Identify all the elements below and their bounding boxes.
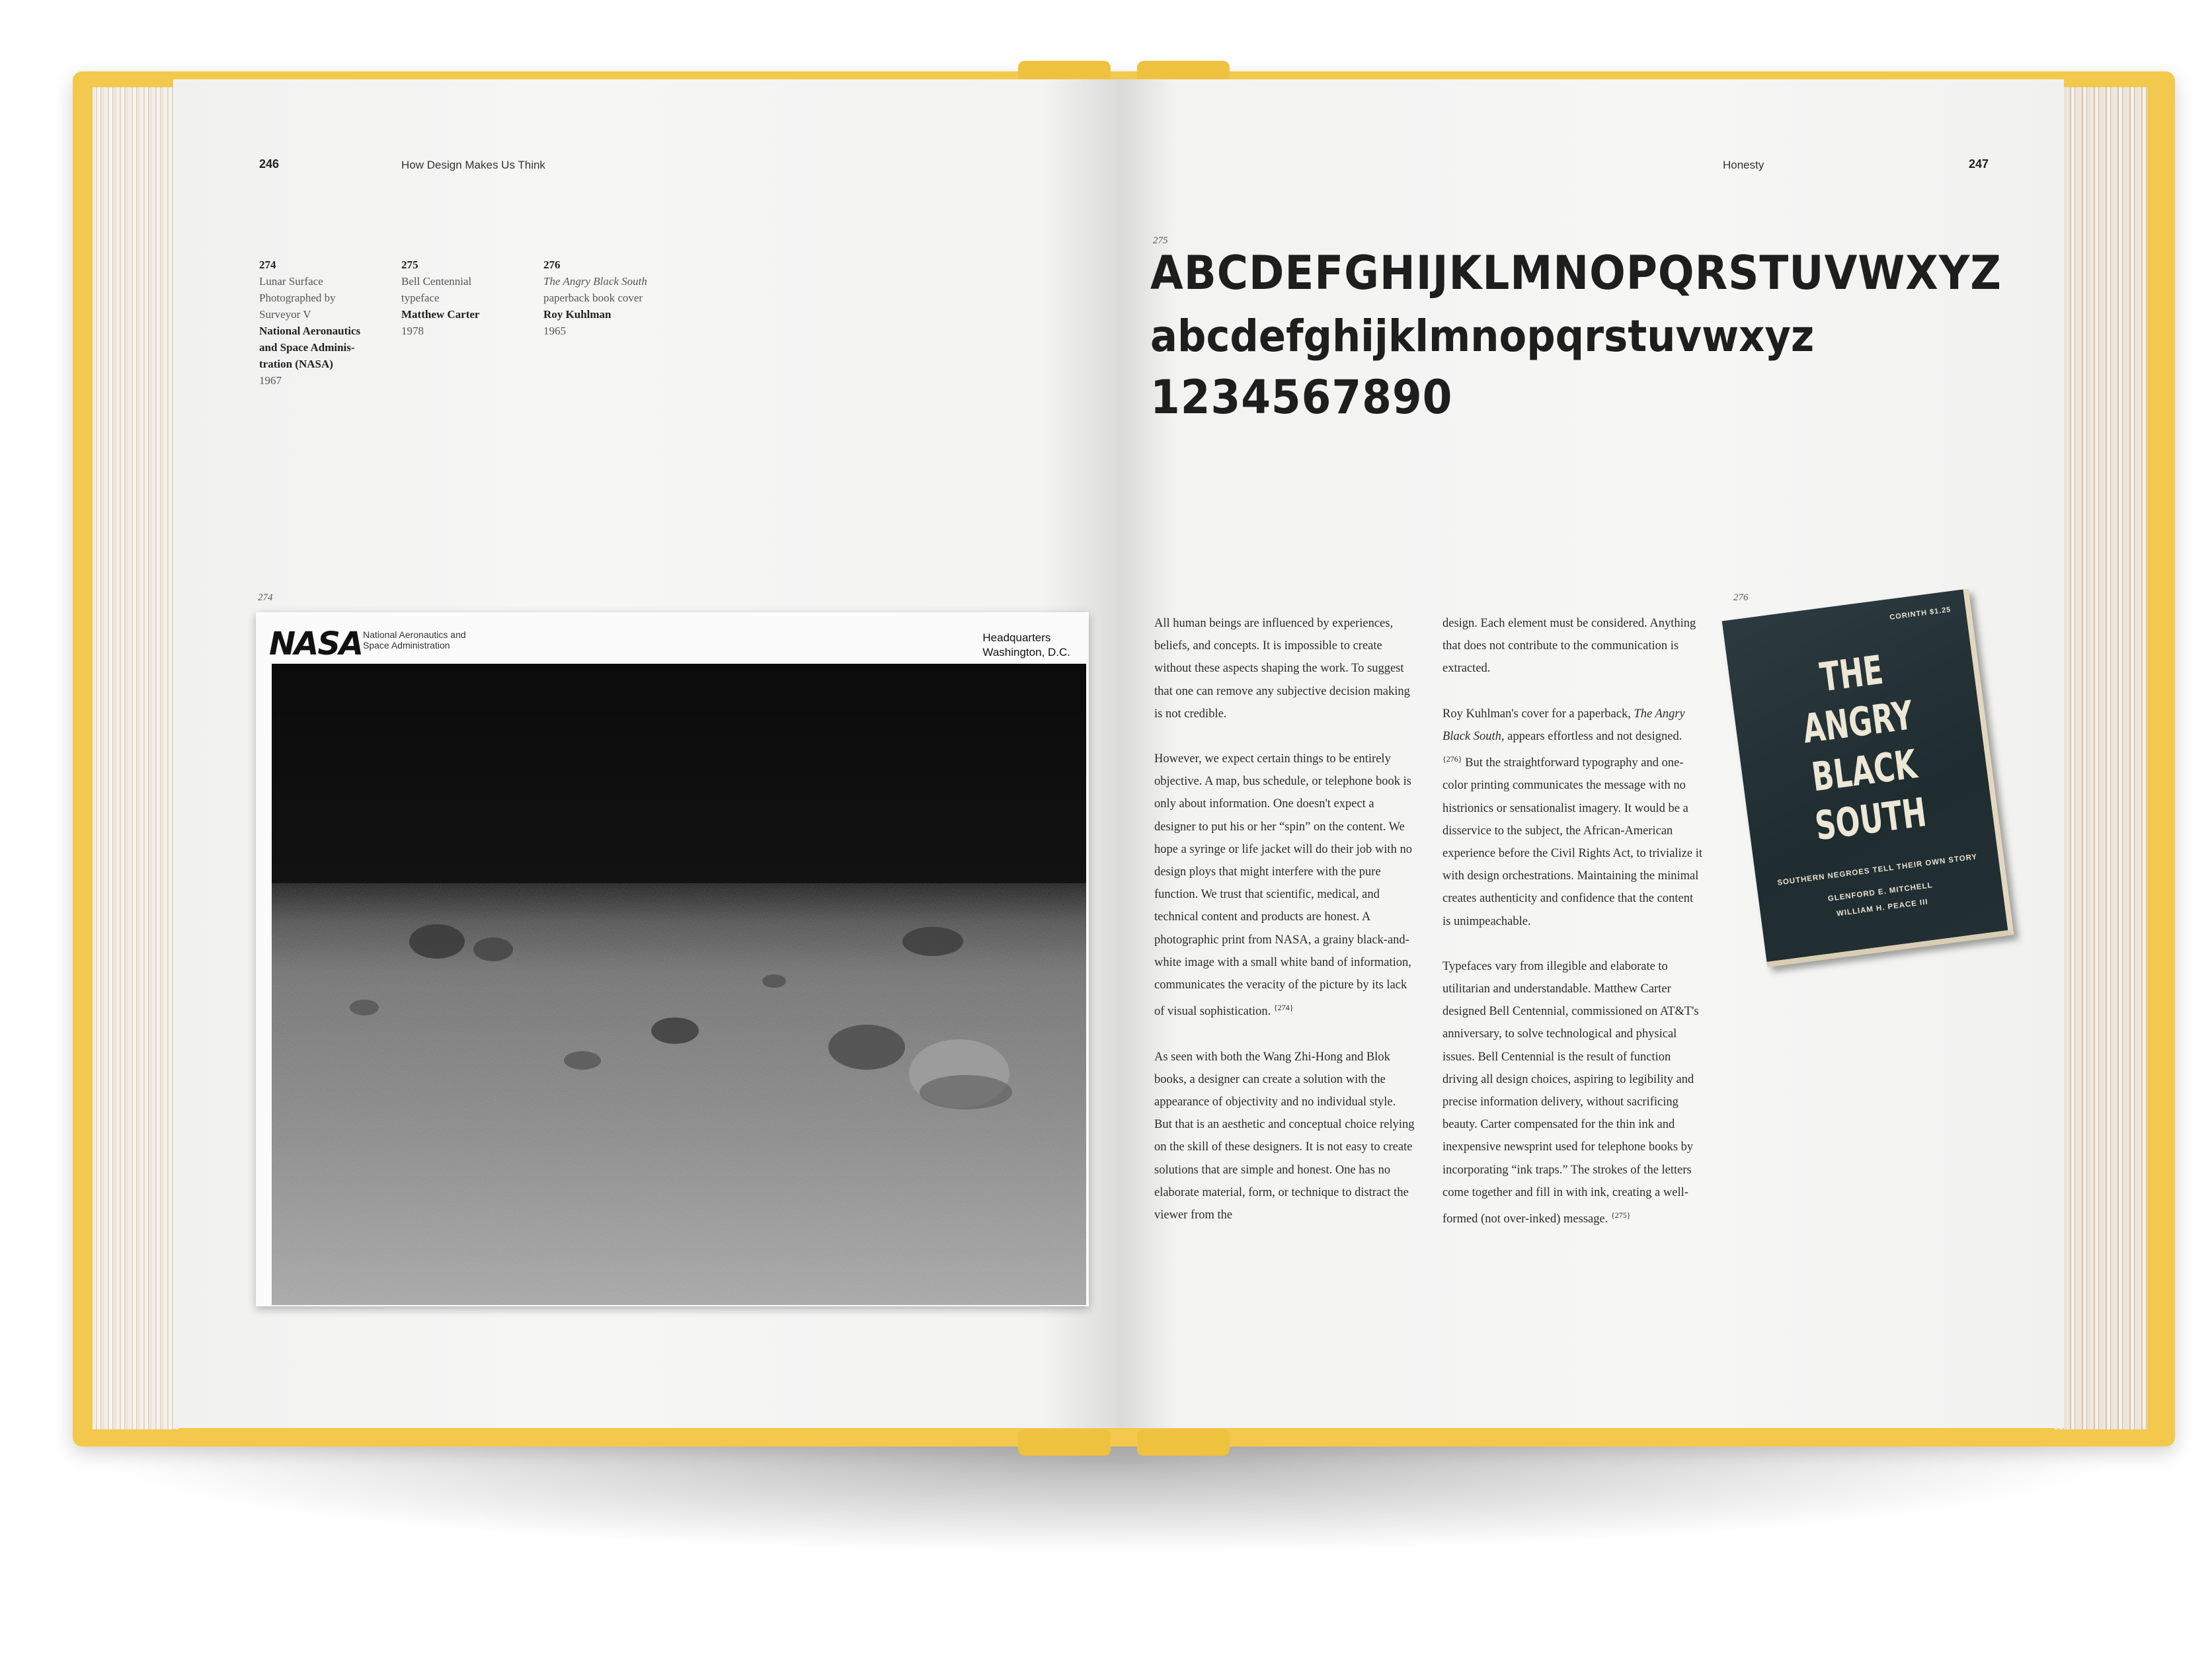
caption-year: 1965 xyxy=(543,325,566,337)
paragraph-text: Typefaces vary from illegible and elaborate to utilitarian and understandable. Matthew Carter designed Bell Centennial, commissioned on AT&T's anniversary, to solve technological and physical issues. Bell Centennial is the result of function driving all design choices, aspiring to legibility and precise information delivery, without sacrificing beauty. Carter compensated for the thin ink and inexpensive newsprint used for telephone books by incorporating “ink traps.” The strokes of the letters come together and fill in with ink, creating a well-formed (not over-inked) message. xyxy=(1442,959,1699,1226)
caption-credit: National Aeronautics xyxy=(259,325,361,337)
paragraph: All human beings are influenced by experiences, beliefs, and concepts. It is impossible to create without these aspects shaping the work. To suggest that one can remove any subjective decision making is not credible. xyxy=(1154,617,1410,721)
book-title: The Angry Black South xyxy=(1442,707,1685,743)
figure-reference: {274} xyxy=(1273,1003,1294,1013)
paragraph xyxy=(1154,748,1415,1023)
specimen-uppercase: ABCDEFGHIJKLMNOPQRSTUVWXYZ xyxy=(1150,246,2002,300)
caption-credit: and Space Adminis- xyxy=(259,341,355,354)
paragraph: design. Each element must be considered. Anything that does not contribute to the communication is extracted. xyxy=(1442,617,1696,676)
cover-price: CORINTH $1.25 xyxy=(1889,606,1952,622)
body-column-2 xyxy=(1442,612,1704,1253)
nasa-photo-print xyxy=(256,612,1089,1306)
cover-title-line: BLACK xyxy=(1809,741,1920,801)
page-number-right: 247 xyxy=(1969,157,1989,171)
cover-title-line: ANGRY xyxy=(1799,692,1916,753)
tailband-tab xyxy=(1018,1429,1111,1456)
caption-year: 1967 xyxy=(259,374,282,387)
paragraph-text: Roy Kuhlman's cover for a paperback, xyxy=(1442,707,1631,721)
caption-number: 274 xyxy=(259,258,276,271)
headquarters-label xyxy=(982,631,1070,660)
running-head-right: Honesty xyxy=(1723,159,1764,171)
caption-line: Photographed by xyxy=(259,292,336,304)
cover-author: GLENFORD E. MITCHELL xyxy=(1827,881,1934,904)
paragraph xyxy=(1442,703,1704,933)
cover-author: WILLIAM H. PEACE III xyxy=(1836,898,1929,918)
body-column-1 xyxy=(1154,612,1415,1249)
figure-reference: {275} xyxy=(1610,1210,1631,1220)
caption-number: 276 xyxy=(543,258,561,271)
caption-credit: Roy Kuhlman xyxy=(543,308,612,321)
page-edges-left xyxy=(93,87,178,1429)
paragraph-text: , appears effortless and not designed. xyxy=(1501,729,1682,743)
agency-name xyxy=(363,629,515,651)
caption-275 xyxy=(401,257,533,339)
specimen-lowercase: abcdefghijklmnopqrstuvwxyz xyxy=(1150,311,1815,362)
cover-tagline: SOUTHERN NEGROES TELL THEIR OWN STORY xyxy=(1776,853,1978,887)
running-head-left: How Design Makes Us Think xyxy=(401,159,545,171)
caption-credit: tration (NASA) xyxy=(259,358,333,370)
tailband-tab xyxy=(1137,1429,1230,1456)
hq-line: Headquarters xyxy=(982,631,1051,644)
cover-title-line: THE xyxy=(1817,647,1886,701)
caption-line: typeface xyxy=(401,292,440,304)
angry-black-south-cover xyxy=(1722,588,2022,972)
hq-line: Washington, D.C. xyxy=(982,646,1070,658)
caption-title: The Angry Black South xyxy=(543,275,647,288)
figure-reference: {276} xyxy=(1442,754,1462,764)
page-edges-right xyxy=(2055,87,2147,1429)
caption-line: paperback book cover xyxy=(543,292,643,304)
figure-label-274: 274 xyxy=(258,592,273,603)
cover-title-line: SOUTH xyxy=(1812,789,1929,850)
figure-label-275: 275 xyxy=(1153,235,1168,246)
paragraph-text: However, we expect certain things to be entirely objective. A map, bus schedule, or telephone book is only about information. One doesn't expect a designer to put his or her “spin” on the content. We hope a syringe or life jacket will do their job with no design ploys that might interfere with the pure function. We trust that scientific, medical, and technical content and products are honest. A photographic print from NASA, a grainy black-and-white image with a small white band of information, communicates the veracity of the picture by its lack of visual sophistication. xyxy=(1154,752,1412,1019)
caption-274 xyxy=(259,257,391,389)
caption-credit: Matthew Carter xyxy=(401,308,480,321)
lunar-surface-photo xyxy=(272,664,1086,1305)
page-number-left: 246 xyxy=(259,157,280,171)
paperback-cover xyxy=(1722,588,2014,967)
figure-label-276: 276 xyxy=(1733,592,1749,603)
caption-year: 1978 xyxy=(401,325,424,337)
paragraph: As seen with both the Wang Zhi-Hong and Blok books, a designer can create a solution with the appearance of objectivity and no individual style. But that is an aesthetic and conceptual choice relying on the skill of these designers. It is not easy to create solutions that are simple and honest. One has no elaborate material, form, or technique to distract the viewer from the xyxy=(1154,1050,1415,1222)
nasa-logo: NASA xyxy=(269,625,363,662)
paragraph-text: But the straightforward typography and one-color printing communicates the message with no histrionics or sensationalist imagery. It would be a disservice to the subject, the African-American experience before the Civil Rights Act, to trivialize it with design orchestrations. Maintaining the minimal creates authenticity and confidence that the content is unimpeachable. xyxy=(1442,756,1703,928)
caption-276 xyxy=(543,257,689,339)
caption-line: Bell Centennial xyxy=(401,275,472,288)
paragraph xyxy=(1442,955,1704,1231)
caption-line: Surveyor V xyxy=(259,308,311,321)
caption-number: 275 xyxy=(401,258,418,271)
agency-line: Space Administration xyxy=(363,640,450,651)
specimen-digits: 1234567890 xyxy=(1150,370,1453,424)
agency-line: National Aeronautics and xyxy=(363,629,466,640)
caption-line: Lunar Surface xyxy=(259,275,323,288)
cover-title xyxy=(1762,639,1961,855)
